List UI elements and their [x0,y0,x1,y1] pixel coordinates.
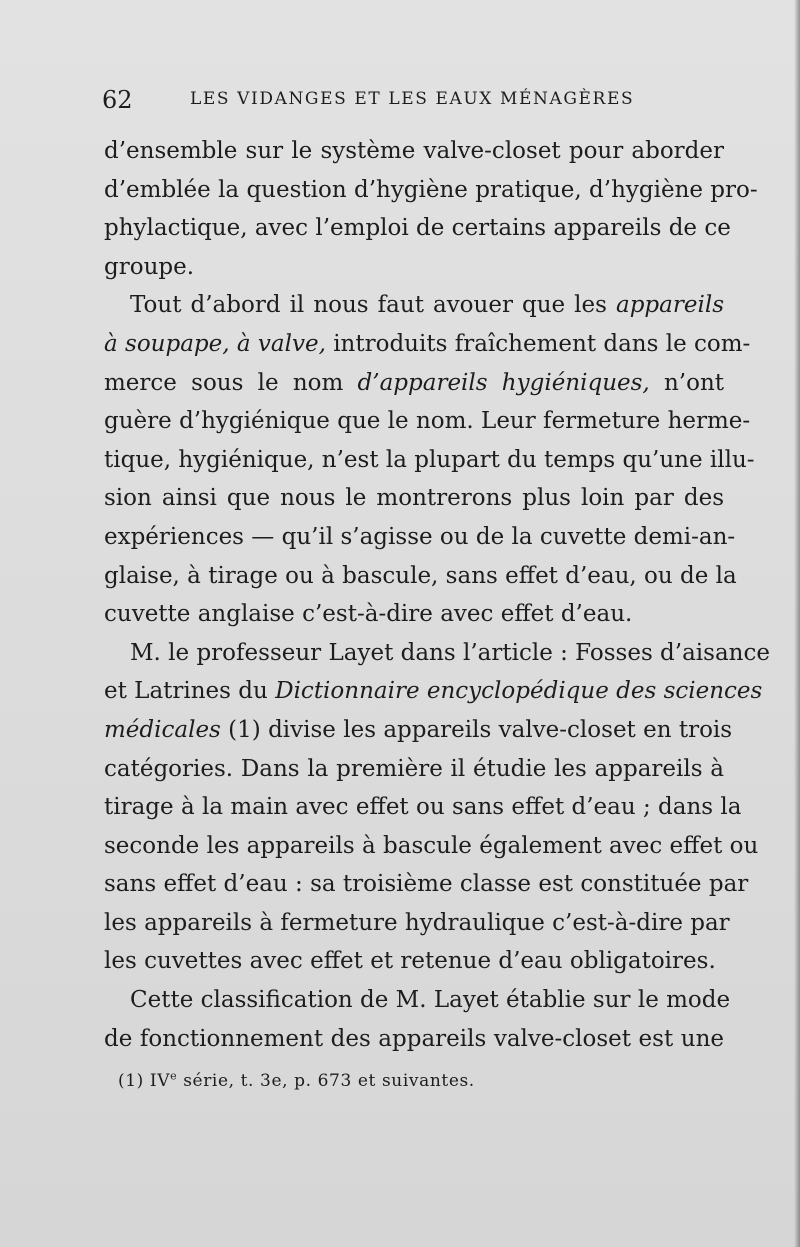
page-number: 62 [102,86,133,114]
footnote-superscript: e [170,1069,178,1083]
running-title: LES VIDANGES ET LES EAUX MÉNAGÈRES [190,89,635,109]
text-line: M. le professeur Layet dans l’article : Fosses d’aisance [130,639,770,666]
italic-span: appareils [616,292,724,319]
text-line: les appareils à fermeture hydraulique c’est-à-dire par [104,909,730,936]
text-line [104,286,724,325]
text-line: sans effet d’eau : sa troisième classe est constituée par [104,871,749,898]
text-span: merce sous le nom [104,369,358,396]
text-line: d’ensemble sur le système valve-closet pour aborder [104,138,724,164]
text-line [104,672,763,711]
text-line: expériences — qu’il s’agisse ou de la cuvette demi-an- [104,523,736,550]
text-line: les cuvettes avec effet et retenue d’eau obligatoires. [104,948,716,975]
text-span: (1) divise les appareils valve-closet en trois [220,716,733,743]
text-line: seconde les appareils à bascule également avec effet ou [104,832,759,859]
italic-span: à soupape, à valve, [104,330,326,357]
body-text [104,132,770,1058]
text-line: groupe. [104,253,195,280]
text-line: glaise, à tirage ou à bascule, sans effet d’eau, ou de la [104,562,737,589]
text-line [104,325,751,364]
text-line: d’emblée la question d’hygiène pratique, d’hygiène pro- [104,176,758,203]
text-line: Cette classification de M. Layet établie sur le mode [130,987,731,1014]
italic-span: médicales [104,716,221,743]
footnote-prefix: (1) IV [118,1071,171,1091]
text-line [104,711,733,750]
text-span: et Latrines du [104,678,276,705]
italic-span: Dictionnaire encyclopédique des sciences [275,678,763,705]
text-line: cuvette anglaise c’est-à-dire avec effet d’eau. [104,601,633,628]
text-line: sion ainsi que nous le montrerons plus loin par des [104,485,724,512]
text-line: catégories. Dans la première il étudie les appareils à [104,755,724,782]
text-span: introduits fraîchement dans le com- [325,330,751,357]
text-span: Tout d’abord il nous faut avouer que les [130,292,616,319]
text-span: n’ont [649,369,724,396]
italic-span: d’appareils hygiéniques, [357,369,650,396]
text-line: tique, hygiénique, n’est la plupart du temps qu’une illu- [104,446,755,473]
text-line: phylactique, avec l’emploi de certains appareils de ce [104,215,731,242]
text-line [104,364,724,403]
text-line: tirage à la main avec effet ou sans effet d’eau ; dans la [104,794,742,821]
footnote-suffix: série, t. 3e, p. 673 et suivantes. [177,1071,475,1091]
footnote [118,1071,475,1091]
text-line: guère d’hygiénique que le nom. Leur fermeture herme- [104,408,751,435]
text-line: de fonctionnement des appareils valve-closet est une [104,1025,724,1052]
